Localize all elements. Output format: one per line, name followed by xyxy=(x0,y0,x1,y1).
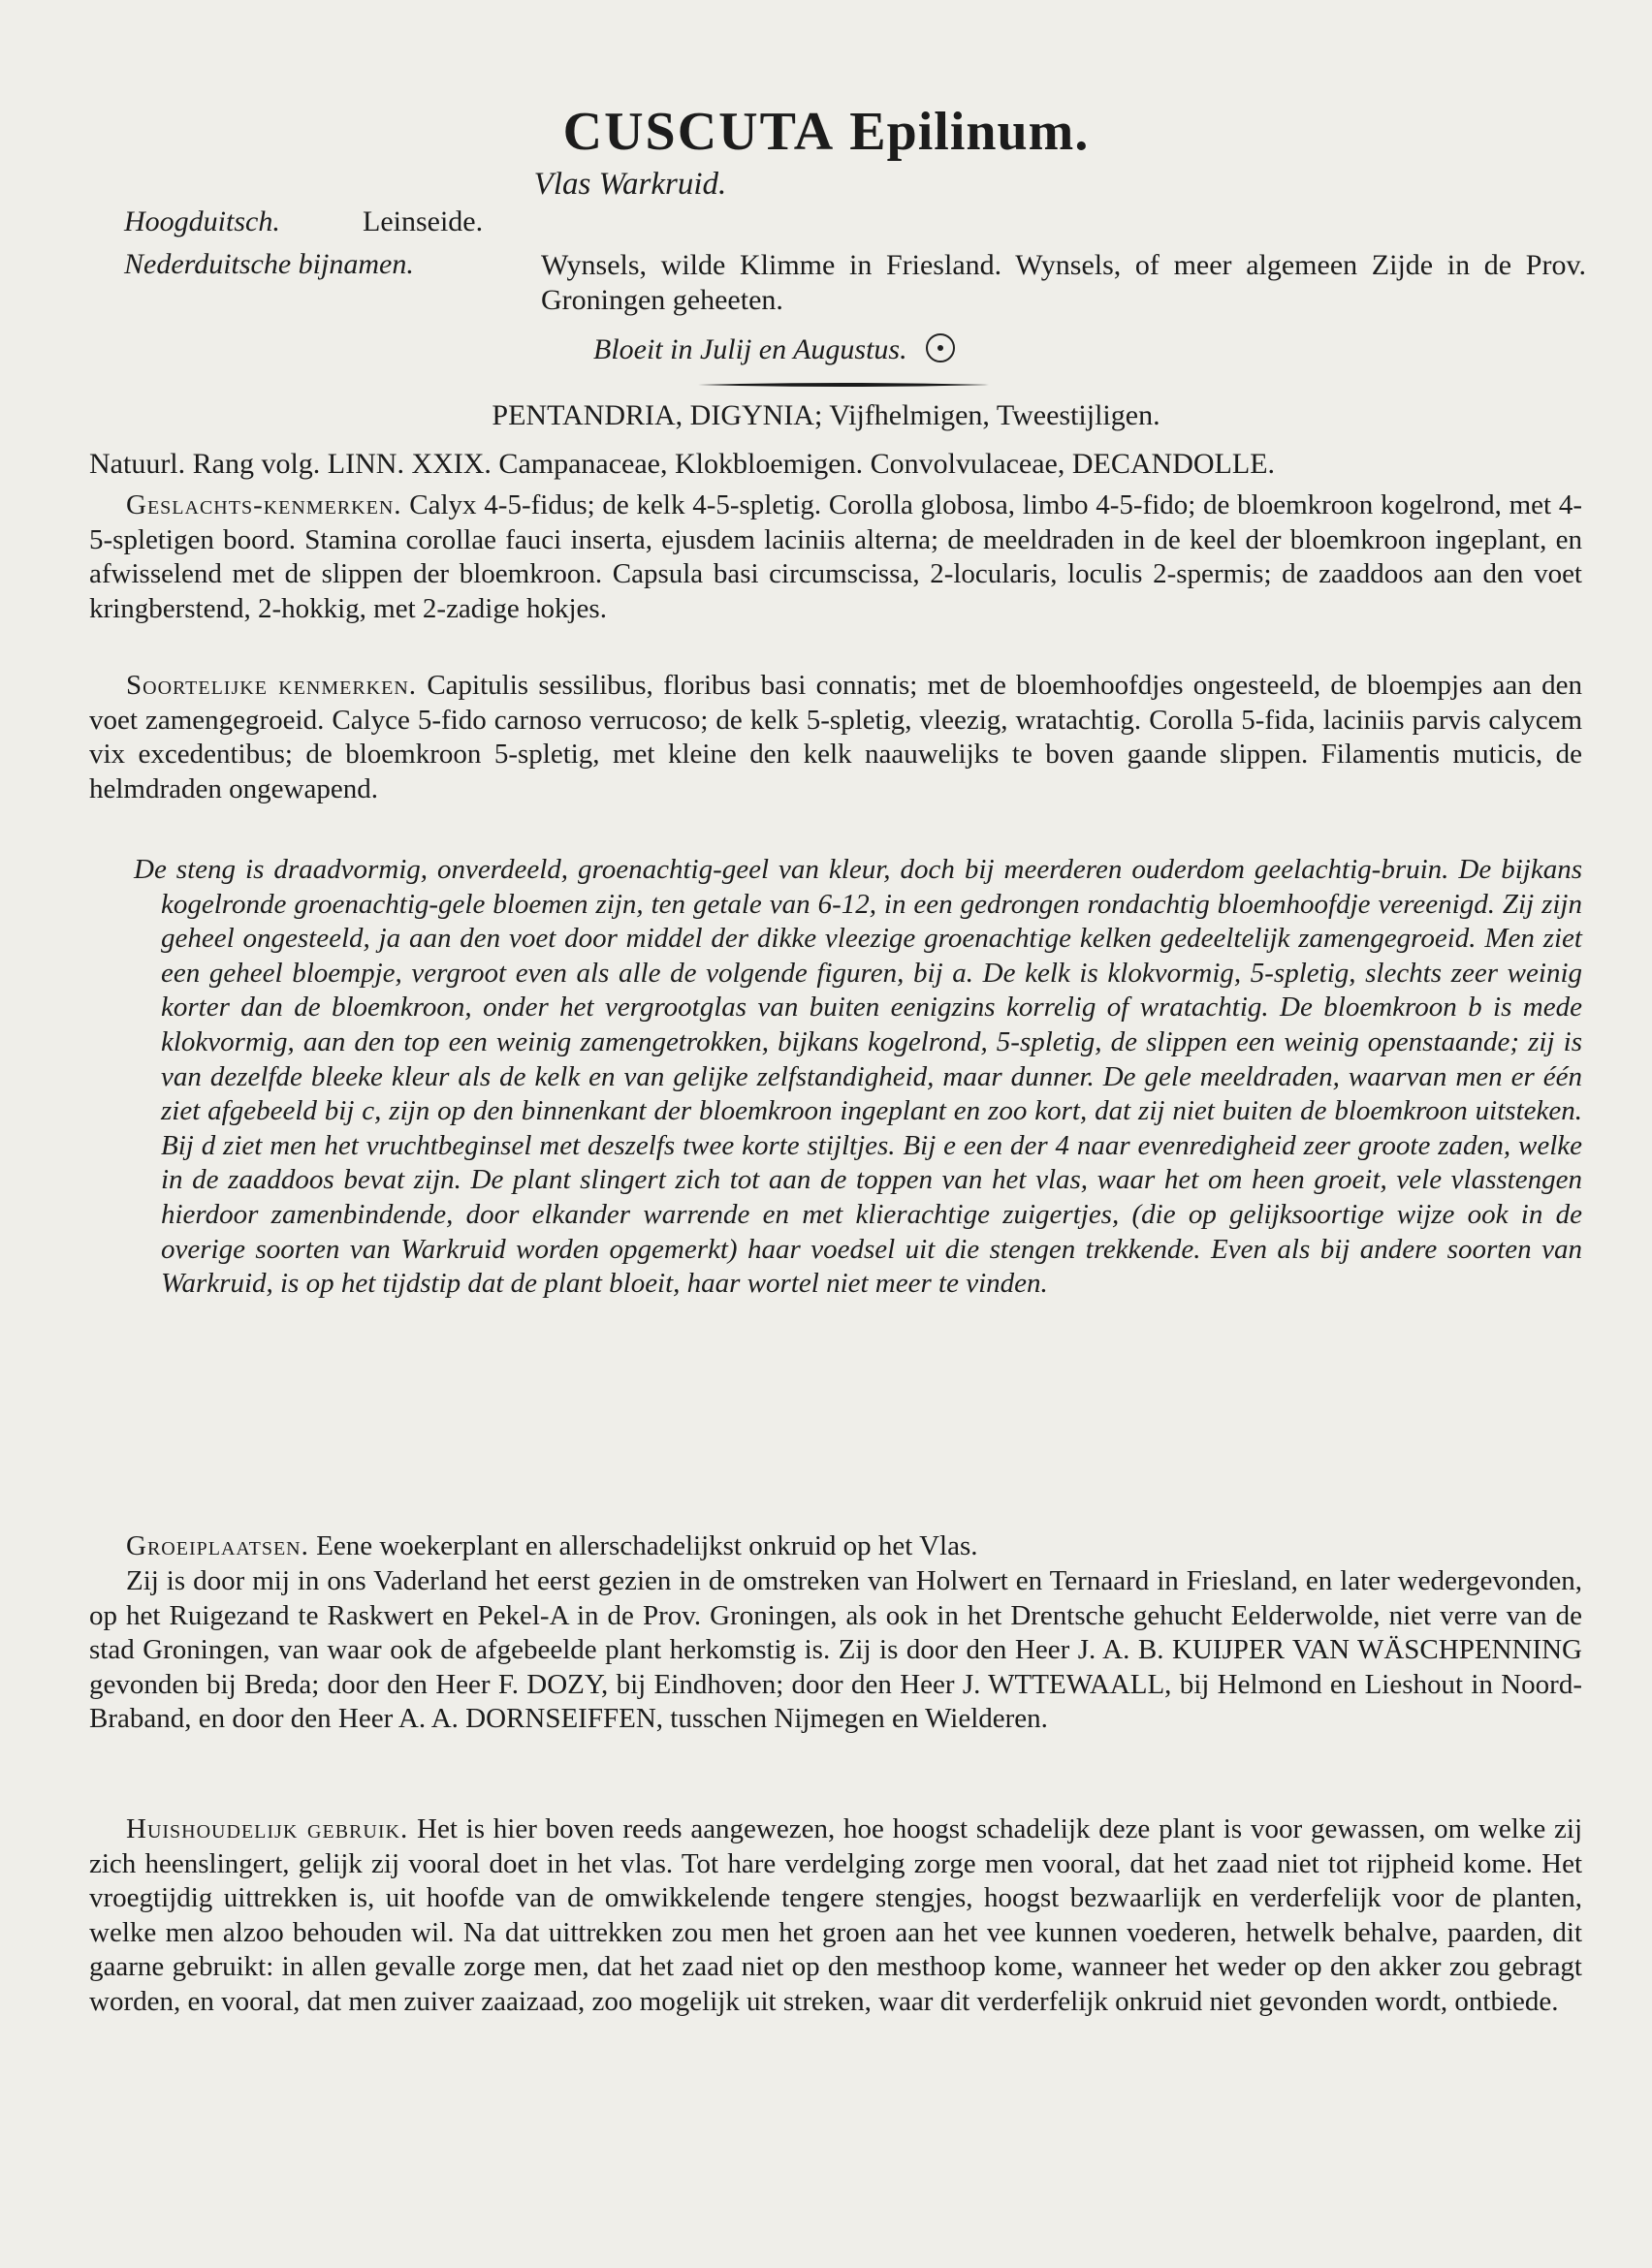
genus-name: CUSCUTA xyxy=(562,102,836,162)
bloeit-line xyxy=(593,330,955,366)
common-name: Vlas Warkruid. xyxy=(533,167,727,202)
soortelijke-label: Soortelijke kenmerken. xyxy=(126,670,418,701)
description-paragraph: De steng is draadvormig, onverdeeld, groenachtig-geel van kleur, doch bij meerderen ouderdom geelachtig-bruin. De bijkans kogelronde groenachtig-gele bloemen zijn, ten getale van 6-12, in een gedrongen rondachtig bloemhoofdje vereenigd. Zij zijn geheel ongesteeld, ja aan den voet door middel der dikke vleezige groenachtige kelken gedeeltelijk zamengegroeid. Men ziet een geheel bloempje, vergroot even als alle de volgende figuren, bij a. De kelk is klokvormig, 5-spletig, slechts zeer weinig korter dan de bloemkroon, onder het vergrootglas van buiten eenigzins korrelig of wratachtig. De bloemkroon b is mede klokvormig, aan den top een weinig zamengetrokken, bijkans kogelrond, 5-spletig, de slippen een weinig openstaande; zij is van dezelfde bleeke kleur als de kelk en van gelijke zelfstandigheid, maar dunner. De gele meeldraden, waarvan men er één ziet afgebeeld bij c, zijn op den binnenkant der bloemkroon ingeplant en zoo kort, dat zij niet buiten de bloemkroon uitsteken. Bij d ziet men het vruchtbeginsel met deszelfs twee korte stijltjes. Bij e een der 4 naar evenredigheid zeer groote zaden, welke in de zaaddoos bevat zijn. De plant slingert zich tot aan de toppen van het vlas, waar het om heen groeit, vele vlasstengen hierdoor zamenbindende, door elkander warrende en met klierachtige zuigertjes, (die op gelijksoortige wijze ook in de overige soorten van Warkruid worden opgemerkt) haar voedsel uit die stengen trekkende. Even als bij andere soorten van Warkruid, is op het tijdstip dat de plant bloeit, haar wortel niet meer te vinden. xyxy=(134,854,1582,1300)
decorative-rule xyxy=(698,382,989,388)
nederduitsch-label: Nederduitsche bijnamen. xyxy=(124,248,414,280)
natural-rank-line: Natuurl. Rang volg. LINN. XXIX. Campanaceae, Klokbloemigen. Convolvulaceae, DECANDOLLE. xyxy=(89,448,1276,480)
vindplaatsen-paragraph: Zij is door mij in ons Vaderland het eerst gezien in de omstreken van Holwert en Ternaard in Friesland, en later wedergevonden, op het Ruigezand te Raskwert en Pekel-A in de Prov. Groningen, als ook in het Drentsche gehucht Eelderwolde, niet verre van de stad Groningen, van waar ook de afgebeelde plant herkomstig is. Zij is door den Heer J. A. B. KUIJPER VAN WÄSCHPENNING gevonden bij Breda; door den Heer F. DOZY, bij Eindhoven; door den Heer J. WTTEWAALL, bij Helmond en Lieshout in Noord-Braband, en door den Heer A. A. DORNSEIFFEN, tusschen Nijmegen en Wielderen. xyxy=(89,1565,1582,1735)
hoogduitsch-label: Hoogduitsch. xyxy=(124,205,280,237)
soortelijke-kenmerken-paragraph xyxy=(89,669,1582,806)
huishoudelijk-label: Huishoudelijk gebruik. xyxy=(126,1813,409,1844)
classification-line: PENTANDRIA, DIGYNIA; Vijfhelmigen, Tweestijligen. xyxy=(492,399,1160,431)
page-title xyxy=(0,101,1652,163)
huishoudelijk-paragraph xyxy=(89,1812,1582,2020)
groeiplaatsen-text: Eene woekerplant en allerschadelijkst onkruid op het Vlas. xyxy=(316,1530,978,1561)
annual-symbol-icon xyxy=(926,333,955,362)
huishoudelijk-text: Het is hier boven reeds aangewezen, hoe hoogst schadelijk deze plant is voor gewassen, om welke zij zich heenslingert, gelijk zij vooral doet in het vlas. Tot hare verdelging zorge men vooral, dat het zaad niet tot rijpheid kome. Het vroegtijdig uittrekken is, uit hoofde van de omwikkelende tengere stengjes, hoogst bezwaarlijk en verderfelijk voor de planten, welke men alzoo behouden wil. Na dat uittrekken zou men het groen aan het vee kunnen voederen, hetwelk behalve, paarden, dit gaarne gebruikt: in allen gevalle zorge men, dat het zaad niet op den mesthoop kome, wanneer het weder op den akker zou gebragt worden, en vooral, dat men zuiver zaaizaad, zoo mogelijk uit streken, waar dit verderfelijk onkruid niet gevonden wordt, ontbiede. xyxy=(89,1813,1582,2017)
geslachts-label: Geslachts-kenmerken. xyxy=(126,489,402,520)
nederduitsch-value: Wynsels, wilde Klimme in Friesland. Wynsels, of meer algemeen Zijde in de Prov. Groningen geheeten. xyxy=(541,249,1586,316)
soortelijke-text: Capitulis sessilibus, floribus basi connatis; met de bloemhoofdjes ongesteeld, de bloempjes aan den voet zamengegroeid. Calyce 5-fido carnoso verrucoso; de kelk 5-spletig, vleezig, wratachtig. Corolla 5-fida, laciniis parvis calycem vix excedentibus; de bloemkroon 5-spletig, met kleine den kelk naauwelijks te boven gaande slippen. Filamentis muticis, de helmdraden ongewapend. xyxy=(89,670,1582,804)
geslachts-text: Calyx 4-5-fidus; de kelk 4-5-spletig. Corolla globosa, limbo 4-5-fido; de bloemkroon kogelrond, met 4-5-spletigen boord. Stamina corollae fauci inserta, ejusdem laciniis alterna; de meeldraden in de keel der bloemkroon ingeplant, en afwisselend met de slippen der bloemkroon. Capsula basi circumscissa, 2-locularis, loculis 2-spermis; de zaaddoos aan den voet kringberstend, 2-hokkig, met 2-zadige hokjes. xyxy=(89,489,1582,624)
species-name: Epilinum. xyxy=(849,102,1090,162)
bloeit-text: Bloeit in Julij en Augustus. xyxy=(593,333,907,365)
groeiplaatsen-label: Groeiplaatsen. xyxy=(126,1530,309,1561)
groeiplaatsen-paragraph xyxy=(89,1529,1582,1564)
hoogduitsch-value: Leinseide. xyxy=(363,205,484,237)
geslachts-kenmerken-paragraph xyxy=(89,488,1582,626)
